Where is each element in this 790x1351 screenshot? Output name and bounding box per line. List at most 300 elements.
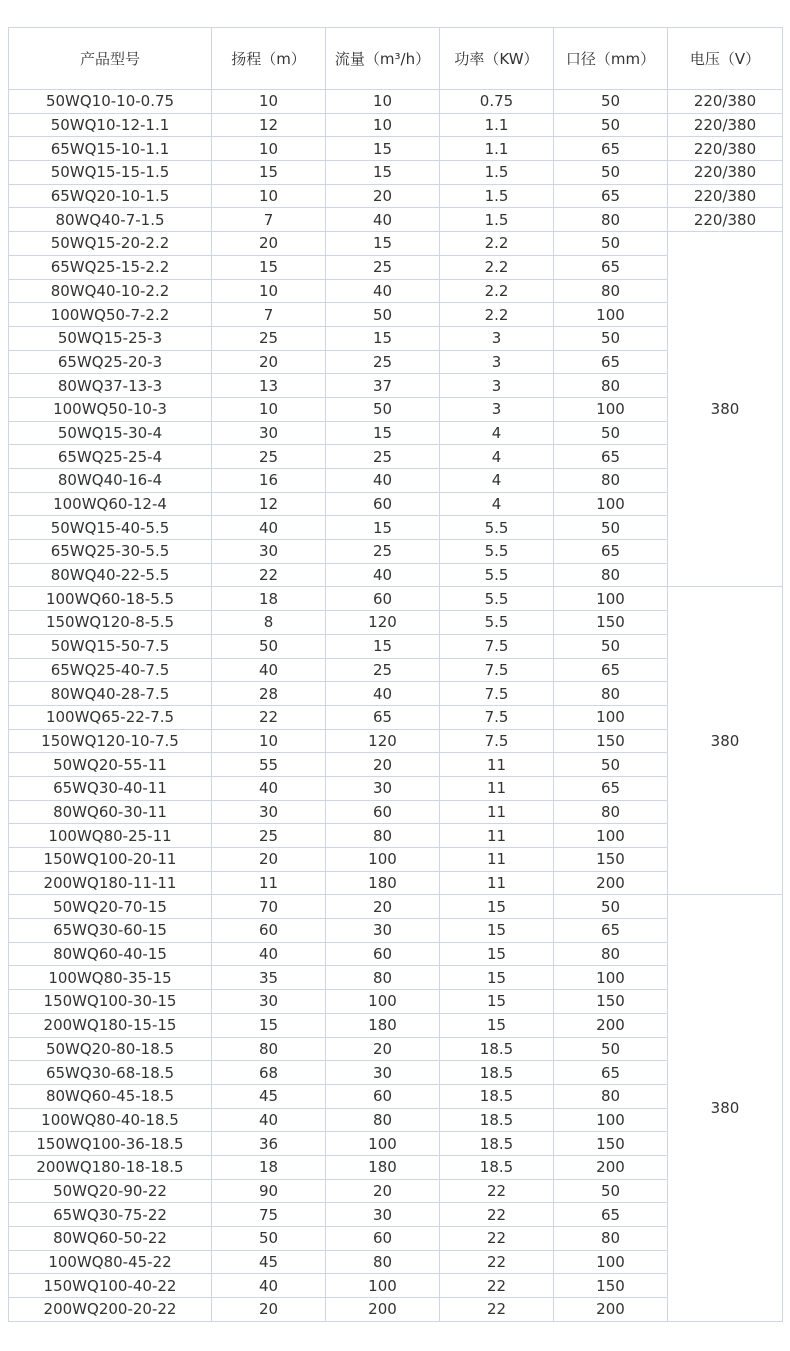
cell-model: 100WQ80-35-15	[9, 966, 212, 990]
table-row	[9, 824, 783, 848]
cell-model: 80WQ40-16-4	[9, 469, 212, 493]
cell-model: 65WQ25-40-7.5	[9, 658, 212, 682]
table-row	[9, 919, 783, 943]
cell-caliber: 80	[554, 279, 668, 303]
cell-voltage: 380	[668, 587, 783, 895]
cell-voltage: 220/380	[668, 90, 783, 114]
cell-caliber: 100	[554, 492, 668, 516]
cell-head: 40	[212, 1274, 326, 1298]
cell-caliber: 50	[554, 634, 668, 658]
table-row	[9, 232, 783, 256]
table-row	[9, 1250, 783, 1274]
cell-caliber: 50	[554, 753, 668, 777]
cell-power: 15	[440, 895, 554, 919]
cell-flow: 25	[326, 255, 440, 279]
cell-caliber: 150	[554, 729, 668, 753]
cell-head: 68	[212, 1061, 326, 1085]
cell-power: 11	[440, 824, 554, 848]
cell-flow: 15	[326, 421, 440, 445]
cell-flow: 60	[326, 942, 440, 966]
table-row	[9, 374, 783, 398]
cell-head: 11	[212, 871, 326, 895]
cell-power: 15	[440, 942, 554, 966]
cell-flow: 30	[326, 1203, 440, 1227]
cell-flow: 20	[326, 1179, 440, 1203]
table-row	[9, 729, 783, 753]
cell-model: 65WQ20-10-1.5	[9, 184, 212, 208]
cell-power: 4	[440, 421, 554, 445]
cell-power: 22	[440, 1250, 554, 1274]
cell-flow: 40	[326, 563, 440, 587]
cell-power: 7.5	[440, 634, 554, 658]
table-row	[9, 255, 783, 279]
cell-model: 80WQ40-10-2.2	[9, 279, 212, 303]
cell-head: 70	[212, 895, 326, 919]
cell-head: 30	[212, 800, 326, 824]
cell-model: 50WQ15-50-7.5	[9, 634, 212, 658]
cell-power: 5.5	[440, 563, 554, 587]
cell-model: 80WQ40-28-7.5	[9, 682, 212, 706]
cell-head: 12	[212, 492, 326, 516]
cell-flow: 100	[326, 848, 440, 872]
cell-caliber: 65	[554, 540, 668, 564]
cell-model: 80WQ37-13-3	[9, 374, 212, 398]
cell-flow: 120	[326, 611, 440, 635]
cell-head: 40	[212, 658, 326, 682]
cell-flow: 15	[326, 232, 440, 256]
cell-model: 150WQ100-40-22	[9, 1274, 212, 1298]
cell-head: 7	[212, 208, 326, 232]
cell-caliber: 80	[554, 1084, 668, 1108]
cell-flow: 80	[326, 824, 440, 848]
cell-flow: 60	[326, 1227, 440, 1251]
table-row	[9, 563, 783, 587]
cell-power: 1.5	[440, 161, 554, 185]
cell-caliber: 50	[554, 895, 668, 919]
cell-flow: 180	[326, 871, 440, 895]
cell-head: 10	[212, 137, 326, 161]
cell-model: 150WQ100-36-18.5	[9, 1132, 212, 1156]
table-row	[9, 587, 783, 611]
table-row	[9, 611, 783, 635]
cell-head: 20	[212, 232, 326, 256]
cell-flow: 37	[326, 374, 440, 398]
table-row	[9, 776, 783, 800]
cell-head: 40	[212, 776, 326, 800]
cell-flow: 180	[326, 1013, 440, 1037]
cell-head: 12	[212, 113, 326, 137]
cell-model: 65WQ25-15-2.2	[9, 255, 212, 279]
cell-power: 15	[440, 919, 554, 943]
cell-flow: 80	[326, 1250, 440, 1274]
cell-caliber: 80	[554, 682, 668, 706]
header-flow: 流量（m³/h）	[326, 28, 440, 90]
cell-flow: 25	[326, 540, 440, 564]
cell-power: 18.5	[440, 1132, 554, 1156]
cell-model: 150WQ100-20-11	[9, 848, 212, 872]
cell-power: 3	[440, 350, 554, 374]
table-row	[9, 1084, 783, 1108]
cell-flow: 80	[326, 1108, 440, 1132]
cell-caliber: 200	[554, 1298, 668, 1322]
cell-model: 50WQ15-25-3	[9, 326, 212, 350]
cell-flow: 25	[326, 658, 440, 682]
cell-flow: 180	[326, 1155, 440, 1179]
cell-power: 1.5	[440, 184, 554, 208]
cell-flow: 80	[326, 966, 440, 990]
cell-power: 22	[440, 1298, 554, 1322]
pump-spec-table	[8, 27, 783, 1322]
cell-head: 20	[212, 848, 326, 872]
cell-flow: 40	[326, 469, 440, 493]
cell-model: 50WQ20-90-22	[9, 1179, 212, 1203]
cell-model: 100WQ50-10-3	[9, 397, 212, 421]
cell-flow: 50	[326, 397, 440, 421]
cell-head: 15	[212, 1013, 326, 1037]
cell-power: 11	[440, 871, 554, 895]
table-row	[9, 137, 783, 161]
cell-flow: 15	[326, 137, 440, 161]
cell-caliber: 65	[554, 1203, 668, 1227]
table-row	[9, 350, 783, 374]
cell-caliber: 80	[554, 942, 668, 966]
cell-voltage: 220/380	[668, 113, 783, 137]
cell-head: 40	[212, 942, 326, 966]
cell-caliber: 200	[554, 871, 668, 895]
cell-flow: 15	[326, 161, 440, 185]
table-row	[9, 303, 783, 327]
cell-model: 100WQ65-22-7.5	[9, 705, 212, 729]
cell-head: 22	[212, 705, 326, 729]
cell-flow: 15	[326, 516, 440, 540]
cell-flow: 50	[326, 303, 440, 327]
cell-power: 1.1	[440, 113, 554, 137]
cell-head: 10	[212, 279, 326, 303]
cell-caliber: 200	[554, 1155, 668, 1179]
table-row	[9, 326, 783, 350]
cell-flow: 10	[326, 113, 440, 137]
cell-model: 200WQ200-20-22	[9, 1298, 212, 1322]
table-row	[9, 469, 783, 493]
cell-model: 80WQ40-7-1.5	[9, 208, 212, 232]
cell-model: 100WQ50-7-2.2	[9, 303, 212, 327]
table-row	[9, 705, 783, 729]
cell-caliber: 150	[554, 1274, 668, 1298]
table-row	[9, 848, 783, 872]
cell-head: 22	[212, 563, 326, 587]
cell-voltage: 220/380	[668, 161, 783, 185]
cell-caliber: 150	[554, 611, 668, 635]
cell-power: 18.5	[440, 1084, 554, 1108]
cell-power: 5.5	[440, 540, 554, 564]
table-row	[9, 658, 783, 682]
cell-flow: 20	[326, 895, 440, 919]
cell-caliber: 50	[554, 1179, 668, 1203]
table-row	[9, 90, 783, 114]
cell-caliber: 50	[554, 90, 668, 114]
cell-model: 65WQ25-30-5.5	[9, 540, 212, 564]
cell-caliber: 65	[554, 919, 668, 943]
cell-voltage: 380	[668, 895, 783, 1321]
cell-flow: 20	[326, 1037, 440, 1061]
cell-head: 18	[212, 587, 326, 611]
cell-head: 18	[212, 1155, 326, 1179]
header-voltage: 电压（V）	[668, 28, 783, 90]
table-body	[9, 90, 783, 1322]
cell-caliber: 150	[554, 1132, 668, 1156]
table-row	[9, 184, 783, 208]
cell-power: 5.5	[440, 516, 554, 540]
cell-head: 16	[212, 469, 326, 493]
cell-power: 5.5	[440, 587, 554, 611]
cell-flow: 30	[326, 776, 440, 800]
cell-model: 100WQ80-40-18.5	[9, 1108, 212, 1132]
cell-flow: 40	[326, 279, 440, 303]
cell-head: 15	[212, 255, 326, 279]
cell-power: 4	[440, 492, 554, 516]
table-row	[9, 540, 783, 564]
cell-model: 100WQ80-45-22	[9, 1250, 212, 1274]
cell-head: 15	[212, 161, 326, 185]
cell-head: 8	[212, 611, 326, 635]
table-row	[9, 1274, 783, 1298]
cell-voltage: 220/380	[668, 137, 783, 161]
cell-head: 75	[212, 1203, 326, 1227]
cell-power: 11	[440, 753, 554, 777]
cell-model: 50WQ20-70-15	[9, 895, 212, 919]
cell-model: 65WQ15-10-1.1	[9, 137, 212, 161]
cell-power: 4	[440, 469, 554, 493]
cell-head: 90	[212, 1179, 326, 1203]
cell-power: 11	[440, 848, 554, 872]
cell-model: 80WQ40-22-5.5	[9, 563, 212, 587]
cell-model: 80WQ60-40-15	[9, 942, 212, 966]
cell-power: 5.5	[440, 611, 554, 635]
cell-voltage: 380	[668, 232, 783, 587]
table-row	[9, 942, 783, 966]
cell-head: 50	[212, 1227, 326, 1251]
table-row	[9, 1013, 783, 1037]
cell-caliber: 65	[554, 776, 668, 800]
cell-model: 100WQ60-18-5.5	[9, 587, 212, 611]
cell-head: 50	[212, 634, 326, 658]
cell-power: 1.5	[440, 208, 554, 232]
cell-power: 2.2	[440, 255, 554, 279]
cell-head: 10	[212, 729, 326, 753]
cell-flow: 30	[326, 919, 440, 943]
cell-model: 200WQ180-15-15	[9, 1013, 212, 1037]
table-row	[9, 492, 783, 516]
cell-caliber: 80	[554, 800, 668, 824]
cell-head: 45	[212, 1084, 326, 1108]
cell-caliber: 80	[554, 374, 668, 398]
cell-caliber: 50	[554, 516, 668, 540]
cell-flow: 200	[326, 1298, 440, 1322]
cell-power: 7.5	[440, 658, 554, 682]
cell-power: 7.5	[440, 729, 554, 753]
cell-head: 13	[212, 374, 326, 398]
cell-head: 40	[212, 1108, 326, 1132]
cell-head: 10	[212, 184, 326, 208]
table-row	[9, 445, 783, 469]
cell-head: 40	[212, 516, 326, 540]
cell-head: 30	[212, 990, 326, 1014]
cell-head: 35	[212, 966, 326, 990]
table-row	[9, 1179, 783, 1203]
cell-head: 10	[212, 90, 326, 114]
cell-caliber: 65	[554, 255, 668, 279]
cell-caliber: 50	[554, 161, 668, 185]
cell-model: 50WQ15-30-4	[9, 421, 212, 445]
cell-power: 18.5	[440, 1037, 554, 1061]
cell-caliber: 150	[554, 990, 668, 1014]
cell-flow: 20	[326, 184, 440, 208]
cell-power: 11	[440, 800, 554, 824]
cell-head: 45	[212, 1250, 326, 1274]
table-row	[9, 1132, 783, 1156]
cell-power: 2.2	[440, 303, 554, 327]
cell-power: 4	[440, 445, 554, 469]
cell-flow: 100	[326, 1274, 440, 1298]
cell-model: 65WQ30-68-18.5	[9, 1061, 212, 1085]
cell-power: 3	[440, 374, 554, 398]
cell-caliber: 100	[554, 303, 668, 327]
table-row	[9, 1108, 783, 1132]
cell-model: 65WQ30-40-11	[9, 776, 212, 800]
cell-head: 25	[212, 824, 326, 848]
cell-caliber: 200	[554, 1013, 668, 1037]
cell-caliber: 65	[554, 445, 668, 469]
cell-flow: 10	[326, 90, 440, 114]
cell-flow: 20	[326, 753, 440, 777]
table-row	[9, 113, 783, 137]
cell-head: 20	[212, 1298, 326, 1322]
table-row	[9, 966, 783, 990]
table-row	[9, 208, 783, 232]
cell-caliber: 80	[554, 1227, 668, 1251]
cell-flow: 100	[326, 1132, 440, 1156]
table-row	[9, 279, 783, 303]
cell-model: 65WQ25-20-3	[9, 350, 212, 374]
cell-caliber: 100	[554, 966, 668, 990]
cell-voltage: 220/380	[668, 184, 783, 208]
cell-caliber: 50	[554, 421, 668, 445]
cell-head: 36	[212, 1132, 326, 1156]
cell-caliber: 65	[554, 184, 668, 208]
table-row	[9, 516, 783, 540]
header-caliber: 口径（mm）	[554, 28, 668, 90]
cell-head: 7	[212, 303, 326, 327]
cell-caliber: 100	[554, 1108, 668, 1132]
table-row	[9, 753, 783, 777]
cell-caliber: 80	[554, 208, 668, 232]
cell-model: 100WQ80-25-11	[9, 824, 212, 848]
cell-caliber: 65	[554, 1061, 668, 1085]
cell-flow: 25	[326, 445, 440, 469]
cell-power: 22	[440, 1203, 554, 1227]
cell-power: 3	[440, 326, 554, 350]
table-row	[9, 397, 783, 421]
cell-flow: 60	[326, 492, 440, 516]
cell-model: 50WQ20-80-18.5	[9, 1037, 212, 1061]
cell-caliber: 50	[554, 326, 668, 350]
cell-power: 2.2	[440, 279, 554, 303]
cell-power: 7.5	[440, 705, 554, 729]
table-row	[9, 990, 783, 1014]
cell-flow: 15	[326, 634, 440, 658]
cell-head: 30	[212, 540, 326, 564]
cell-flow: 40	[326, 682, 440, 706]
header-model: 产品型号	[9, 28, 212, 90]
cell-model: 50WQ20-55-11	[9, 753, 212, 777]
cell-model: 50WQ15-15-1.5	[9, 161, 212, 185]
cell-model: 65WQ30-60-15	[9, 919, 212, 943]
cell-power: 0.75	[440, 90, 554, 114]
cell-caliber: 65	[554, 350, 668, 374]
cell-flow: 100	[326, 990, 440, 1014]
cell-model: 150WQ100-30-15	[9, 990, 212, 1014]
cell-caliber: 150	[554, 848, 668, 872]
cell-caliber: 100	[554, 397, 668, 421]
cell-head: 80	[212, 1037, 326, 1061]
cell-power: 15	[440, 1013, 554, 1037]
cell-head: 30	[212, 421, 326, 445]
cell-flow: 120	[326, 729, 440, 753]
table-row	[9, 634, 783, 658]
table-row	[9, 1037, 783, 1061]
header-power: 功率（KW）	[440, 28, 554, 90]
cell-caliber: 80	[554, 469, 668, 493]
cell-flow: 15	[326, 326, 440, 350]
header-head: 扬程（m）	[212, 28, 326, 90]
table-row	[9, 682, 783, 706]
cell-head: 55	[212, 753, 326, 777]
cell-flow: 60	[326, 587, 440, 611]
cell-flow: 25	[326, 350, 440, 374]
cell-head: 10	[212, 397, 326, 421]
cell-power: 11	[440, 776, 554, 800]
cell-power: 2.2	[440, 232, 554, 256]
cell-model: 150WQ120-8-5.5	[9, 611, 212, 635]
cell-head: 28	[212, 682, 326, 706]
cell-model: 50WQ15-20-2.2	[9, 232, 212, 256]
cell-caliber: 50	[554, 1037, 668, 1061]
cell-head: 60	[212, 919, 326, 943]
table-row	[9, 800, 783, 824]
cell-model: 80WQ60-50-22	[9, 1227, 212, 1251]
cell-power: 15	[440, 966, 554, 990]
cell-head: 20	[212, 350, 326, 374]
cell-model: 200WQ180-18-18.5	[9, 1155, 212, 1179]
cell-power: 22	[440, 1274, 554, 1298]
cell-head: 25	[212, 326, 326, 350]
cell-model: 200WQ180-11-11	[9, 871, 212, 895]
table-row	[9, 1298, 783, 1322]
cell-model: 65WQ30-75-22	[9, 1203, 212, 1227]
cell-model: 50WQ10-12-1.1	[9, 113, 212, 137]
table-header-row	[9, 28, 783, 90]
cell-caliber: 65	[554, 137, 668, 161]
cell-power: 3	[440, 397, 554, 421]
cell-caliber: 100	[554, 587, 668, 611]
table-row	[9, 1227, 783, 1251]
table-row	[9, 161, 783, 185]
cell-power: 18.5	[440, 1108, 554, 1132]
cell-model: 50WQ15-40-5.5	[9, 516, 212, 540]
table-row	[9, 421, 783, 445]
cell-head: 25	[212, 445, 326, 469]
cell-caliber: 50	[554, 232, 668, 256]
